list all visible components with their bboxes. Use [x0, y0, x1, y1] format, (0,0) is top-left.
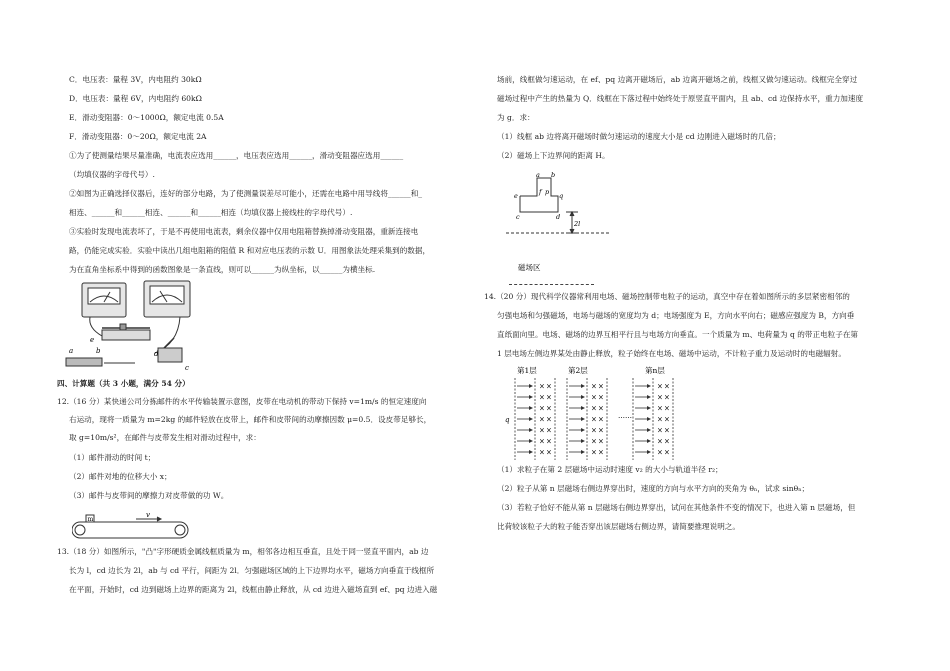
left-text-line: ②如图为正确选择仪器后，连好的部分电路，为了使测量误差尽可能小，还需在电路中用导线将______和_: [69, 189, 423, 198]
magnetic-cross: ×: [591, 426, 597, 435]
right-text-line: 1 层电场左侧边界某处由静止释放，粒子始终在电场、磁场中运动，不计粒子重力及运动时的电磁辐射。: [497, 349, 846, 358]
magnetic-cross: ×: [657, 393, 663, 402]
left-text-line: （均填仪器的字母代号）.: [69, 170, 155, 179]
left-text-line: 路，仍能完成实验．实验中读出几组电阻箱的阻值 R 和对应电压表的示数 U．用图象法处理采集到的数据，: [69, 246, 431, 255]
magnetic-cross: ×: [598, 382, 604, 391]
field-arrow-head: [647, 395, 651, 399]
magnetic-cross: ×: [546, 448, 552, 457]
circuit-figure: [60, 278, 195, 378]
magnetic-cross: ×: [657, 437, 663, 446]
magnetic-cross: ×: [546, 437, 552, 446]
field-arrow-head: [647, 384, 651, 388]
ellipsis-label: ……: [618, 412, 632, 420]
left-text-line: C．电压表：量程 3V，内电阻约 30kΩ: [69, 75, 202, 84]
right-text-line: 为 g．求：: [497, 113, 535, 122]
magnetic-cross: ×: [657, 382, 663, 391]
magnetic-cross: ×: [539, 448, 545, 457]
field-arrow-head: [581, 428, 585, 432]
magnetic-cross: ×: [546, 404, 552, 413]
field-arrow-head: [647, 428, 651, 432]
belt-mass-label: m: [87, 516, 94, 523]
left-text-line: 取 g=10m/s²，在邮件与皮带发生相对滑动过程中，求：: [69, 433, 261, 442]
left-text-line: 右运动，现将一质量为 m=2kg 的邮件轻放在皮带上，邮件和皮带间的动摩擦因数 μ=0.5．设皮带足够长，: [69, 415, 432, 424]
frame-label-d: d: [556, 213, 561, 221]
field-arrow-head: [647, 406, 651, 410]
magnetic-cross: ×: [539, 393, 545, 402]
magnetic-cross: ×: [664, 426, 670, 435]
left-text-line: 为在直角坐标系中得到的函数图象是一条直线，则可以______为纵坐标，以______为横坐标.: [69, 265, 376, 274]
left-text-line: D．电压表：量程 6V，内电阻约 60kΩ: [69, 94, 202, 103]
multilayer-field-figure: [505, 364, 685, 466]
magnetic-cross: ×: [657, 415, 663, 424]
left-text-line: F．滑动变阻器：0～20Ω，额定电流 2A: [69, 132, 207, 141]
field-arrow-head: [581, 395, 585, 399]
left-text-line: 在平面，开始时，cd 边到磁场上边界的距离为 2l，线框由静止释放，从 cd 边进入磁场直到 ef、pq 边进入磁: [69, 585, 438, 594]
magnetic-cross: ×: [546, 415, 552, 424]
field-arrow-head: [529, 450, 533, 454]
left-text-line: （2）邮件对地的位移大小 x；: [69, 472, 172, 481]
magnetic-cross: ×: [664, 448, 670, 457]
magnetic-cross: ×: [591, 415, 597, 424]
terminal-d-label: d: [154, 350, 159, 358]
right-text-line: （1）线框 ab 边将离开磁场时做匀速运动的速度大小是 cd 边刚进入磁场时的几倍；: [497, 132, 781, 141]
layer-n-label: 第n层: [645, 366, 665, 375]
layer-1-label: 第1层: [517, 366, 537, 375]
magnetic-cross: ×: [598, 437, 604, 446]
field-arrow-head: [581, 384, 585, 388]
field-arrow-head: [529, 428, 533, 432]
right-text-line: 匀强电场和匀强磁场，电场与磁场的宽度均为 d；电场强度为 E，方向水平向右；磁感应强度为 B，方向垂: [497, 311, 855, 320]
terminal-e-label: e: [90, 336, 95, 344]
magnetic-cross: ×: [591, 437, 597, 446]
terminal-b-label: b: [96, 347, 101, 355]
conveyor-belt-figure: [72, 512, 192, 542]
magnetic-cross: ×: [664, 437, 670, 446]
right-text-line: 场前，线框做匀速运动，在 ef、pq 边离开磁场后，ab 边离开磁场之前，线框又做匀速运动。线框完全穿过: [497, 75, 858, 84]
belt-velocity-label: v: [146, 512, 150, 519]
left-text-line: 13.（18 分）如图所示，"凸"字形硬质金属线框质量为 m，相邻各边相互垂直，且处于同一竖直平面内，ab 边: [57, 547, 429, 556]
magnetic-cross: ×: [598, 426, 604, 435]
left-text-line: 12.（16 分）某快递公司分拣邮件的水平传输装置示意图，皮带在电动机的带动下保持 v=1m/s 的恒定速度向: [57, 397, 427, 406]
terminal-c-label: c: [185, 364, 189, 372]
field-arrow-head: [529, 406, 533, 410]
field-arrow-head: [529, 417, 533, 421]
magnetic-cross: ×: [539, 415, 545, 424]
right-text-line: 14.（20 分）现代科学仪器常利用电场、磁场控制带电粒子的运动，真空中存在着如图所示的多层紧密相邻的: [484, 292, 850, 301]
magnetic-cross: ×: [546, 382, 552, 391]
left-text-line: （3）邮件与皮带间的摩擦力对皮带做的功 W。: [69, 491, 229, 500]
frame-label-q: q: [559, 192, 564, 200]
magnetic-cross: ×: [598, 415, 604, 424]
magnetic-cross: ×: [591, 448, 597, 457]
magnetic-cross: ×: [598, 404, 604, 413]
magnetic-cross: ×: [546, 426, 552, 435]
magnetic-cross: ×: [664, 404, 670, 413]
frame-label-b: b: [551, 172, 556, 179]
field-arrow-head: [529, 384, 533, 388]
right-text-line: （2）磁场上下边界间的距离 H。: [497, 151, 610, 160]
right-text-line: （3）若粒子恰好不能从第 n 层磁场右侧边界穿出，试问在其他条件不变的情况下，也进入第 n 层磁场，但: [497, 503, 856, 512]
frame-label-f: f: [539, 188, 542, 196]
left-text-line: （1）邮件滑动的时间 t；: [69, 453, 156, 462]
frame-figure: [506, 172, 616, 276]
field-arrow-head: [647, 439, 651, 443]
field-arrow-head: [581, 439, 585, 443]
magnetic-cross: ×: [546, 393, 552, 402]
magnetic-cross: ×: [539, 437, 545, 446]
left-text-line: 四、计算题（共 3 小题，满分 54 分）: [57, 379, 190, 388]
right-text-line: 比荷较该粒子大的粒子能否穿出该层磁场右侧边界，请简要推理说明之。: [497, 522, 740, 531]
magnetic-cross: ×: [591, 382, 597, 391]
charge-q-label: q: [505, 416, 510, 424]
magnetic-cross: ×: [539, 382, 545, 391]
magnetic-cross: ×: [598, 448, 604, 457]
magnetic-cross: ×: [591, 404, 597, 413]
magnetic-cross: ×: [539, 404, 545, 413]
frame-label-p: p: [545, 188, 550, 196]
terminal-a-label: a: [69, 347, 74, 355]
frame-dimension-label: 2l: [574, 220, 581, 228]
field-arrow-head: [581, 406, 585, 410]
field-arrow-head: [529, 395, 533, 399]
layer-2-label: 第2层: [568, 366, 588, 375]
field-arrow-head: [581, 417, 585, 421]
left-text-line: 长为 l，cd 边长为 2l，ab 与 cd 平行，间距为 2l．匀强磁场区域的上下边界均水平，磁场方向垂直于线框所: [69, 566, 435, 575]
frame-label-a: a: [536, 172, 540, 179]
field-arrow-head: [581, 450, 585, 454]
field-arrow-head: [647, 450, 651, 454]
magnetic-cross: ×: [664, 415, 670, 424]
magnetic-cross: ×: [591, 393, 597, 402]
right-text-line: 直纸面向里。电场、磁场的边界互相平行且与电场方向垂直。一个质量为 m、电荷量为 q 的带正电粒子在第: [497, 330, 859, 339]
magnetic-cross: ×: [598, 393, 604, 402]
right-text-line: （1）求粒子在第 2 层磁场中运动时速度 v₂ 的大小与轨道半径 r₂；: [497, 465, 723, 474]
magnetic-cross: ×: [657, 448, 663, 457]
magnetic-cross: ×: [657, 404, 663, 413]
magnetic-cross: ×: [664, 382, 670, 391]
zone-bottom-dashline: [509, 284, 594, 285]
right-text-line: 磁场过程中产生的热量为 Q．线框在下落过程中始终处于原竖直平面内，且 ab、cd 边保持水平，重力加速度: [497, 94, 864, 103]
left-text-line: ③实验时发现电流表坏了，于是不再使用电流表，剩余仪器中仅用电阻箱替换掉滑动变阻器，重新连接电: [69, 227, 419, 236]
magnetic-cross: ×: [539, 426, 545, 435]
magnetic-cross: ×: [657, 426, 663, 435]
right-text-line: （2）粒子从第 n 层磁场右侧边界穿出时，速度的方向与水平方向的夹角为 θₙ，试求 sinθₙ；: [497, 484, 810, 493]
left-text-line: 相连、______和______相连、______和______相连（均填仪器上接线柱的字母代号）.: [69, 208, 353, 217]
frame-label-e: e: [514, 192, 518, 200]
field-arrow-head: [529, 439, 533, 443]
left-text-line: E．滑动变阻器：0～1000Ω，额定电流 0.5A: [69, 113, 224, 122]
field-arrow-head: [647, 417, 651, 421]
left-text-line: ①为了使测量结果尽量准确，电流表应选用______，电压表应选用______，滑动变阻器应选用______: [69, 151, 404, 160]
magnetic-zone-caption: 磁场区: [518, 263, 541, 272]
frame-label-c: c: [516, 213, 520, 221]
magnetic-cross: ×: [664, 393, 670, 402]
